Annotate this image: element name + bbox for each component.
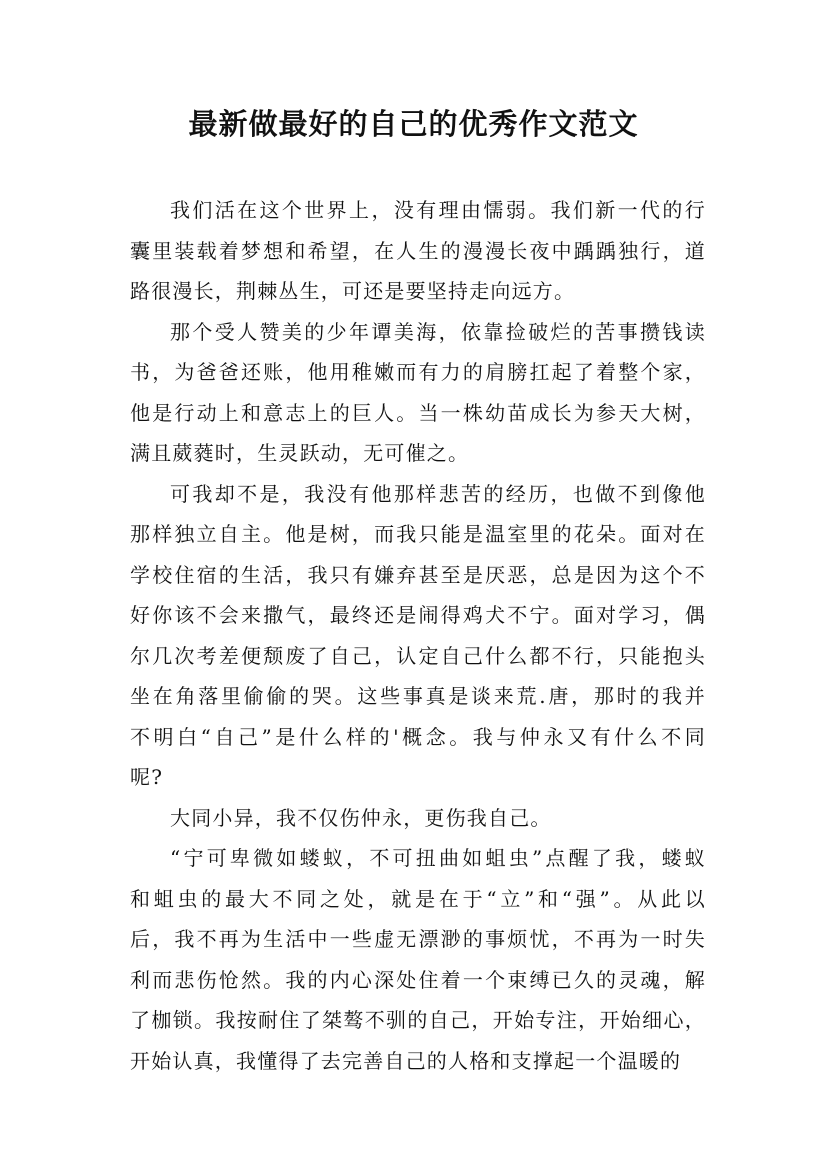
document-body	[130, 190, 706, 1081]
paragraph-line: 好你该不会来撒气，最终还是闹得鸡犬不宁。面对学习，偶	[130, 603, 706, 627]
paragraph	[130, 798, 706, 839]
paragraph-line: 不明白“自己”是什么样的'概念。我与仲永又有什么不同	[130, 724, 706, 749]
paragraph-line: 了枷锁。我按耐住了桀骜不驯的自己，开始专注，开始细心，	[130, 1008, 706, 1032]
paragraph-line: 那样独立自主。他是树，而我只能是温室里的花朵。面对在	[130, 522, 706, 546]
paragraph-line: 他是行动上和意志上的巨人。当一株幼苗成长为参天大树，	[130, 400, 706, 425]
paragraph-line: 利而悲伤怆然。我的内心深处住着一个束缚已久的灵魂，解	[130, 967, 706, 992]
paragraph	[130, 838, 706, 1081]
paragraph-line: 坐在角落里偷偷的哭。这些事真是谈来荒.唐，那时的我并	[130, 684, 706, 708]
paragraph-line: 囊里装载着梦想和希望，在人生的漫漫长夜中踽踽独行，道	[130, 238, 706, 263]
paragraph-line: 可我却不是，我没有他那样悲苦的经历，也做不到像他	[170, 481, 706, 506]
paragraph-line: 我们活在这个世界上，没有理由懦弱。我们新一代的行	[170, 198, 706, 222]
paragraph-line: 路很漫长，荆棘丛生，可还是要坚持走向远方。	[130, 279, 576, 303]
paragraph	[130, 190, 706, 312]
paragraph	[130, 312, 706, 474]
paragraph	[130, 474, 706, 798]
paragraph-line: 满且葳蕤时，生灵跃动，无可催之。	[130, 441, 470, 465]
paragraph-line: 开始认真，我懂得了去完善自己的人格和支撑起一个温暖的	[130, 1048, 682, 1073]
paragraph-line: 那个受人赞美的少年谭美海，依靠捡破烂的苦事攒钱读	[170, 319, 706, 344]
paragraph-line: 大同小异，我不仅伤仲永，更伤我自己。	[170, 805, 552, 830]
paragraph-line: 后，我不再为生活中一些虚无漂渺的事烦忧，不再为一时失	[130, 927, 706, 951]
paragraph-line: 学校住宿的生活，我只有嫌弃甚至是厌恶，总是因为这个不	[130, 562, 706, 587]
document-title: 最新做最好的自己的优秀作文范文	[188, 107, 639, 141]
paragraph-line: 和蛆虫的最大不同之处，就是在于“立”和“强”。从此以	[130, 886, 706, 911]
paragraph-line: 尔几次考差便颓废了自己，认定自己什么都不行，只能抱头	[130, 643, 706, 668]
paragraph-line: “宁可卑微如蝼蚁，不可扭曲如蛆虫”点醒了我，蝼蚁	[170, 846, 706, 870]
paragraph-line: 书，为爸爸还账，他用稚嫩而有力的肩膀扛起了着整个家，	[130, 360, 706, 384]
paragraph-line: 呢?	[130, 765, 164, 789]
